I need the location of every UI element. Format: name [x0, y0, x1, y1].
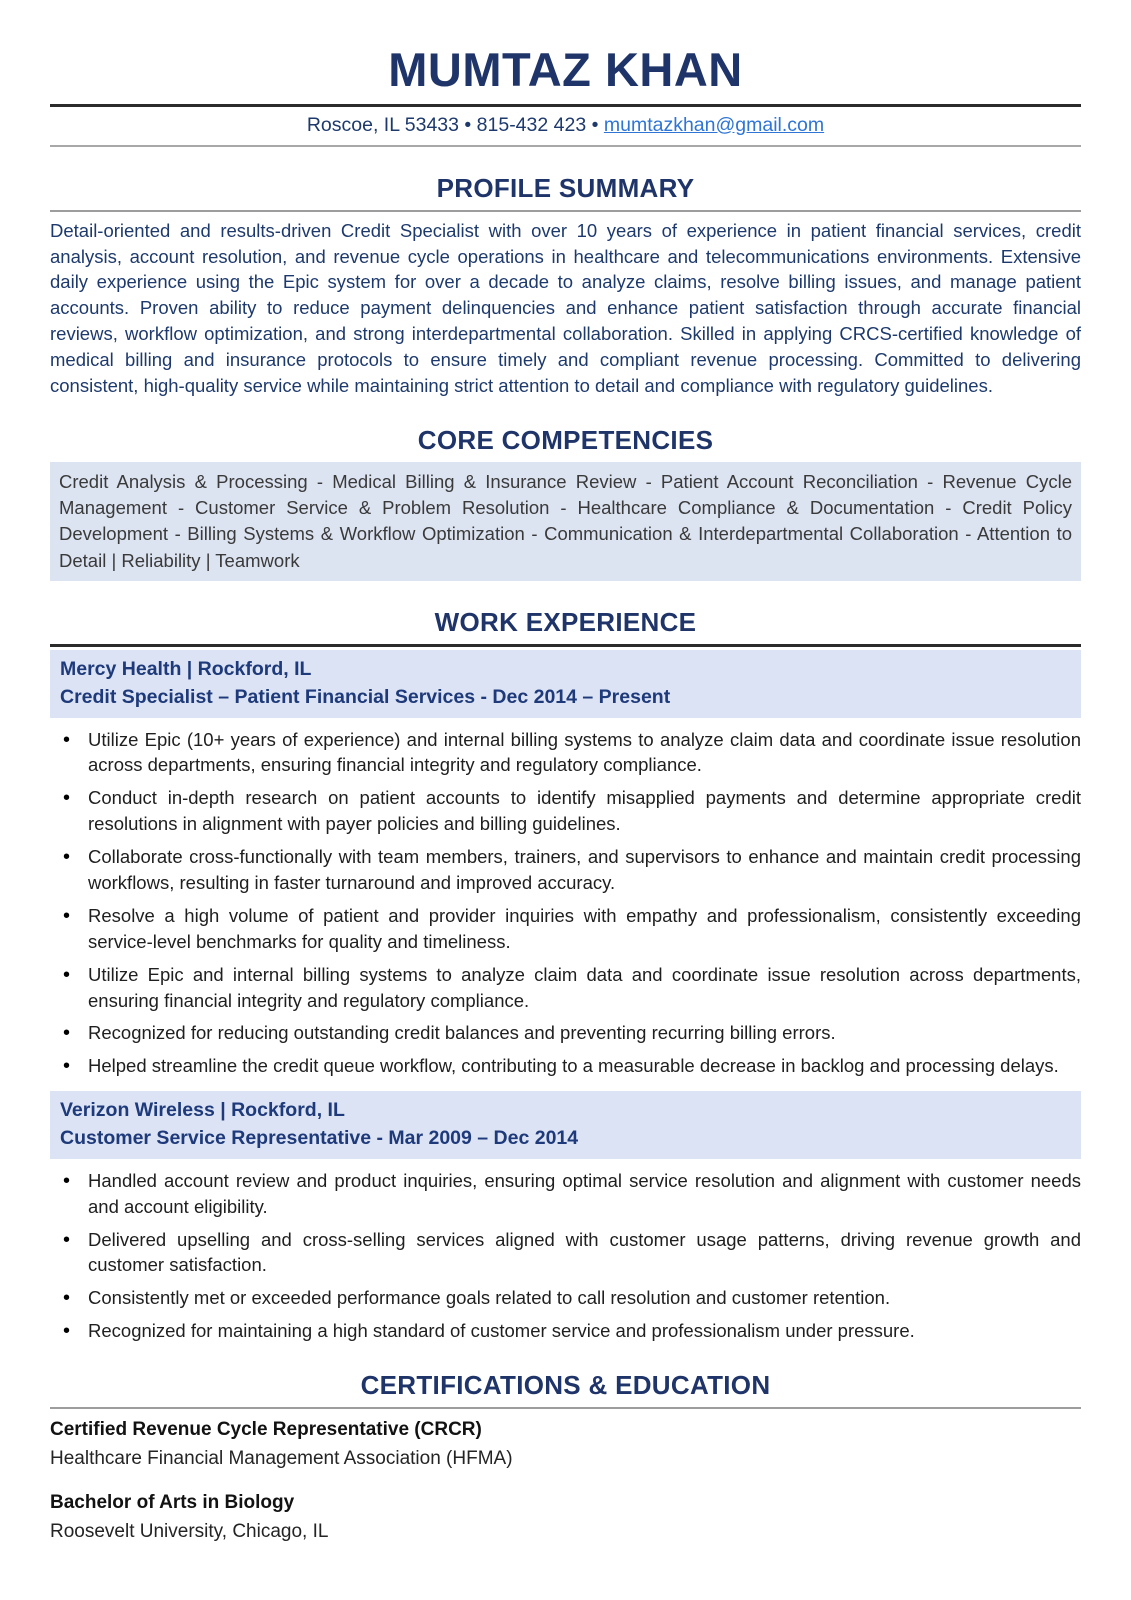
- contact-location: Roscoe, IL 53433: [306, 113, 459, 136]
- section-title-core-competencies: CORE COMPETENCIES: [417, 424, 714, 455]
- core-competencies-text: Credit Analysis & Processing - Medical Billing & Insurance Review - Patient Account Reconciliation - Revenue Cycle Management - Customer Service & Problem Resolution - Healthcare Compliance & Documentation - Credit Policy Development - Billing Systems & Workflow Optimization - Communication & Interdepartmental Collaboration - Attention to Detail | Reliability | Teamwork: [50, 462, 1081, 581]
- bullet-item: • Helped streamline the credit queue workflow, contributing to a measurable decrease in backlog and processing delays.: [50, 1053, 1081, 1079]
- job-bullet-list: [50, 1168, 1081, 1344]
- bullet-item: • Resolve a high volume of patient and provider inquiries with empathy and professionalism, consistently exceeding service-level benchmarks for quality and timeliness.: [50, 903, 1081, 955]
- bullet-item: • Recognized for reducing outstanding credit balances and preventing recurring billing errors.: [50, 1020, 1081, 1046]
- job-role-line: Customer Service Representative - Mar 2009 – Dec 2014: [60, 1127, 579, 1150]
- job-verizon-wireless: [50, 1091, 1081, 1344]
- bullet-item: • Utilize Epic (10+ years of experience) and internal billing systems to analyze claim data and coordinate issue resolution across departments, ensuring financial integrity and regulatory compliance.: [50, 727, 1081, 779]
- profile-summary-text: Detail-oriented and results-driven Credit Specialist with over 10 years of experience in patient financial services, credit analysis, account resolution, and revenue cycle operations in healthcare and telecommunications environments. Extensive daily experience using the Epic system for over a decade to analyze claims, resolve billing issues, and manage patient accounts. Proven ability to reduce payment delinquencies and enhance patient satisfaction through accurate financial reviews, workflow optimization, and strong interdepartmental collaboration. Skilled in applying CRCS-certified knowledge of medical billing and insurance protocols to ensure timely and compliant revenue processing. Committed to delivering consistent, high-quality service while maintaining strict attention to detail and compliance with regulatory guidelines.: [50, 219, 1081, 397]
- job-company-line: Verizon Wireless | Rockford, IL: [60, 1099, 345, 1122]
- email-link[interactable]: mumtazkhan@gmail.com: [603, 113, 825, 136]
- bullet-item: • Utilize Epic and internal billing systems to analyze claim data and coordinate issue resolution across departments, ensuring financial integrity and regulatory compliance.: [50, 962, 1081, 1014]
- divider: [50, 1407, 1081, 1409]
- contact-separator: •: [464, 113, 472, 136]
- job-header: [50, 1091, 1081, 1159]
- contact-separator: •: [591, 113, 599, 136]
- section-title-certifications-education: CERTIFICATIONS & EDUCATION: [360, 1370, 771, 1401]
- cert-subtitle: Roosevelt University, Chicago, IL: [50, 1520, 329, 1542]
- contact-phone: 815-432 423: [476, 113, 587, 136]
- cert-subtitle: Healthcare Financial Management Association (HFMA): [50, 1447, 513, 1469]
- section-title-profile-summary: PROFILE SUMMARY: [436, 172, 695, 203]
- divider: [50, 210, 1081, 212]
- cert-title: Certified Revenue Cycle Representative (CRCR): [50, 1419, 482, 1441]
- job-bullet-list: [50, 727, 1081, 1080]
- job-header: [50, 650, 1081, 718]
- contact-line: [50, 107, 1081, 145]
- bullet-item: • Consistently met or exceeded performance goals related to call resolution and customer retention.: [50, 1285, 1081, 1311]
- bullet-item: • Conduct in-depth research on patient accounts to identify misapplied payments and determine appropriate credit resolutions in alignment with payer policies and billing guidelines.: [50, 785, 1081, 837]
- section-title-work-experience: WORK EXPERIENCE: [434, 606, 697, 637]
- bullet-item: • Handled account review and product inquiries, ensuring optimal service resolution and alignment with customer needs and account eligibility.: [50, 1168, 1081, 1220]
- divider: [50, 644, 1081, 647]
- resume-name: MUMTAZ KHAN: [388, 43, 743, 96]
- job-mercy-health: [50, 650, 1081, 1079]
- certifications-block: [50, 1417, 1081, 1545]
- divider: [50, 145, 1081, 147]
- cert-title: Bachelor of Arts in Biology: [50, 1492, 295, 1514]
- cert-entry: [50, 1417, 1081, 1472]
- bullet-item: • Collaborate cross-functionally with team members, trainers, and supervisors to enhance and maintain credit processing workflows, resulting in faster turnaround and improved accuracy.: [50, 844, 1081, 896]
- job-company-line: Mercy Health | Rockford, IL: [60, 657, 312, 680]
- cert-entry: [50, 1490, 1081, 1545]
- bullet-item: • Recognized for maintaining a high standard of customer service and professionalism under pressure.: [50, 1318, 1081, 1344]
- job-role-line: Credit Specialist – Patient Financial Services - Dec 2014 – Present: [60, 686, 671, 709]
- bullet-item: • Delivered upselling and cross-selling services aligned with customer usage patterns, driving revenue growth and customer satisfaction.: [50, 1227, 1081, 1279]
